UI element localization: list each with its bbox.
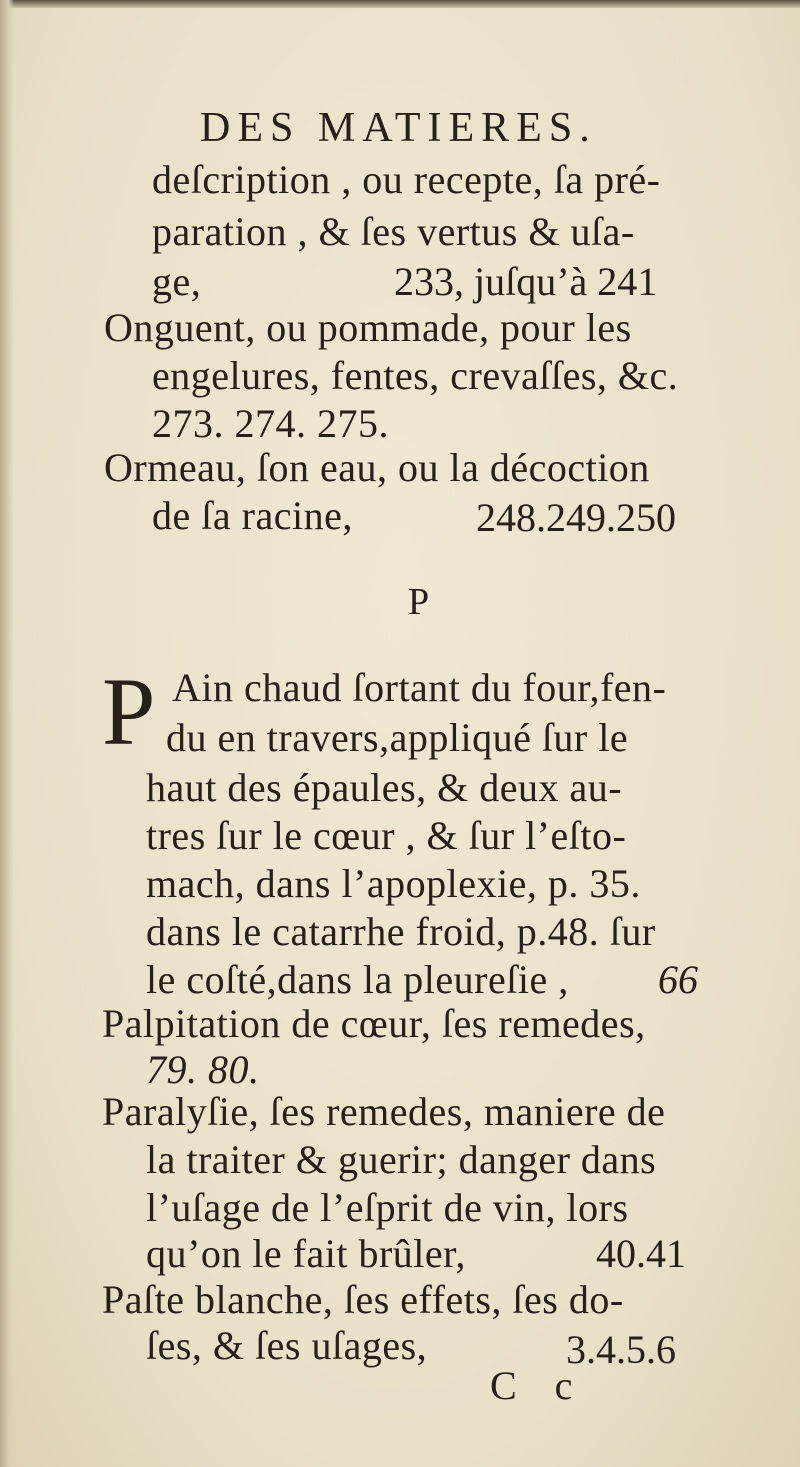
entry-3-pageref: 248.249.250 — [476, 495, 676, 540]
p-entry-1-line-6: dans le catarrhe froid, p.48. ſur — [146, 909, 656, 954]
p-entry-1-line-2: du en travers,appliqué ſur le — [166, 715, 629, 760]
p-entry-1-line-5: mach, dans l’apoplexie, p. 35. — [146, 861, 641, 906]
entry-1-line-3: ge, — [152, 259, 202, 304]
entry-3-line-2: de ſa racine, — [152, 493, 353, 538]
p-entry-4-pageref: 3.4.5.6 — [566, 1327, 676, 1372]
running-header: DES MATIERES. — [200, 105, 597, 151]
entry-1-pageref: 233, juſqu’à 241 — [394, 259, 658, 304]
entry-3-line-1: Ormeau, ſon eau, ou la décoction — [104, 445, 650, 490]
p-entry-1-pageref: 66 — [658, 957, 698, 1002]
entry-1-line-2: paration , & ſes vertus & uſa- — [152, 209, 635, 254]
page-top-edge — [0, 0, 800, 8]
drop-cap: P — [102, 658, 156, 765]
page-left-edge — [0, 0, 14, 1467]
section-letter: P — [408, 581, 430, 623]
p-entry-1-line-3: haut des épaules, & deux au- — [146, 765, 623, 810]
p-entry-1-line-1: Ain chaud ſortant du four,fen- — [172, 665, 667, 710]
signature-mark: C c — [490, 1363, 587, 1408]
p-entry-3-line-1: Paralyſie, ſes remedes, maniere de — [102, 1089, 666, 1134]
p-entry-3-line-3: l’uſage de l’eſprit de vin, lors — [146, 1185, 629, 1230]
p-entry-2-line-1: Palpitation de cœur, ſes remedes, — [102, 1001, 646, 1046]
p-entry-3-line-4: qu’on le fait brûler, — [146, 1231, 466, 1276]
p-entry-4-line-2: ſes, & ſes uſages, — [146, 1323, 428, 1368]
p-entry-1-line-7: le coſté,dans la pleureſie , — [146, 957, 569, 1002]
entry-2-line-1: Onguent, ou pommade, pour les — [104, 305, 632, 350]
p-entry-1-line-4: tres ſur le cœur , & ſur l’eſto- — [146, 813, 627, 858]
entry-1-line-1: deſcription , ou recepte, ſa pré- — [152, 157, 661, 202]
p-entry-3-pageref: 40.41 — [596, 1231, 686, 1276]
p-entry-3-line-2: la traiter & guerir; danger dans — [146, 1137, 657, 1182]
p-entry-2-line-2: 79. 80. — [146, 1047, 260, 1092]
entry-2-line-3: 273. 274. 275. — [152, 401, 389, 446]
p-entry-4-line-1: Paſte blanche, ſes effets, ſes do- — [102, 1277, 624, 1322]
entry-2-line-2: engelures, fentes, crevaſſes, &c. — [152, 353, 679, 398]
